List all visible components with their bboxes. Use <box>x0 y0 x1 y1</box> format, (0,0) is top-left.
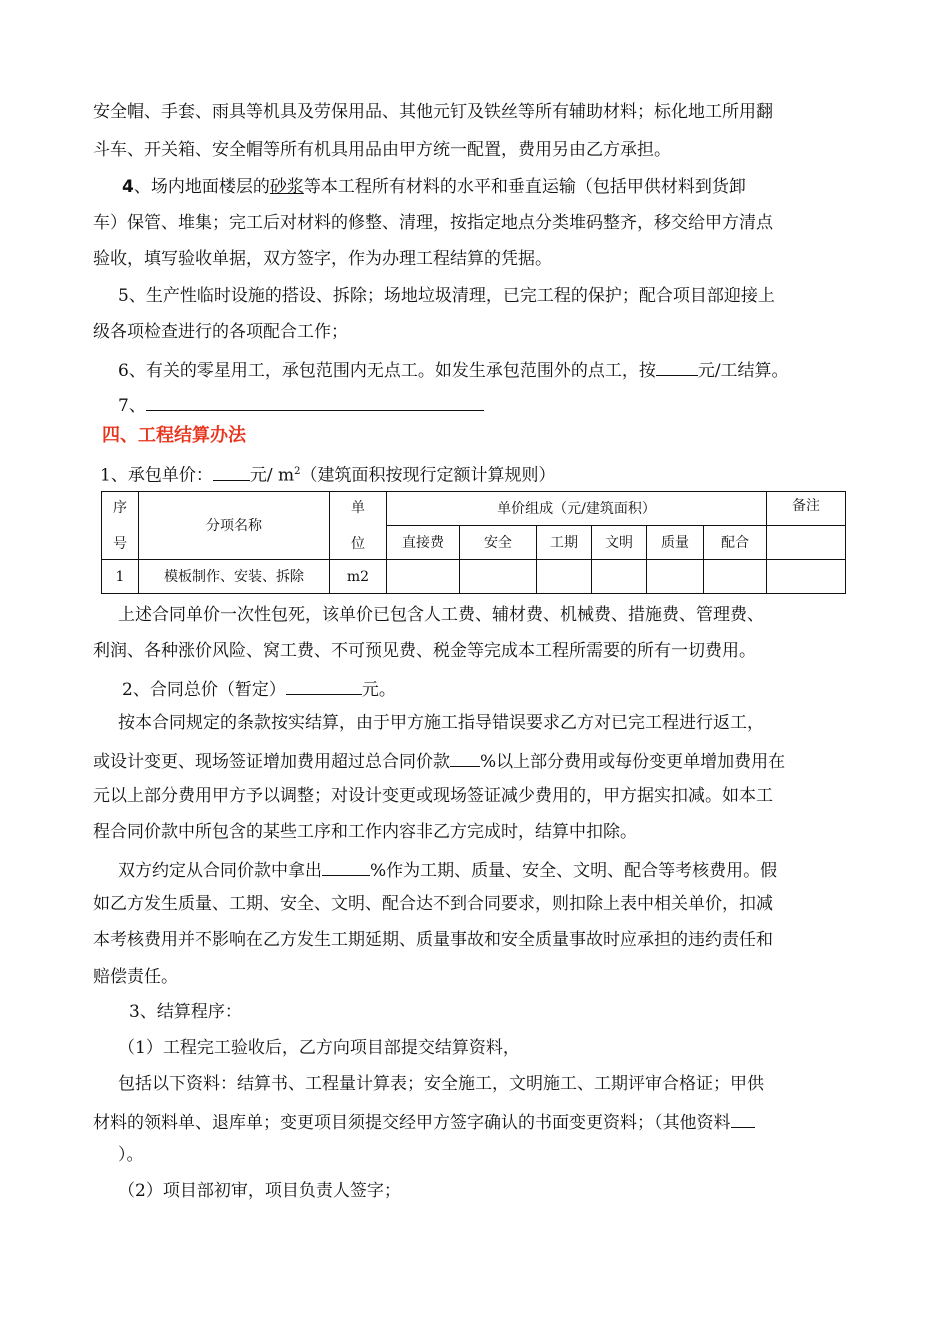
text-line: （1）工程完工验收后，乙方向项目部提交结算资料， <box>118 1038 520 1058</box>
section-heading: 四、工程结算办法 <box>102 425 246 446</box>
sub-header: 安全 <box>460 526 537 560</box>
text-line: 如乙方发生质量、工期、安全、文明、配合达不到合同要求，则扣除上表中相关单价，扣减 <box>93 894 773 914</box>
text-span: 2、合同总价（暂定） <box>122 680 286 700</box>
text-line <box>118 856 777 883</box>
row-unit: m2 <box>330 560 387 594</box>
text-line <box>122 175 746 199</box>
row-cell <box>647 560 704 594</box>
note-cell <box>767 526 846 560</box>
fill-blank <box>450 747 480 767</box>
text-line <box>93 747 785 774</box>
text-line: 赔偿责任。 <box>93 967 178 987</box>
underlined-text: 砂浆 <box>269 177 304 197</box>
text-span: %作为工期、质量、安全、文明、配合等考核费用。假 <box>370 861 778 881</box>
sub-header: 文明 <box>592 526 647 560</box>
text-line: 5、生产性临时设施的搭设、拆除；场地垃圾清理，已完工程的保护；配合项目部迎接上 <box>118 286 775 306</box>
row-cell <box>767 560 846 594</box>
fill-blank <box>731 1108 755 1128</box>
text-line: （2）项目部初审，项目负责人签字； <box>118 1181 401 1201</box>
fill-blank <box>146 391 484 411</box>
text-line: ）。 <box>118 1145 144 1165</box>
text-line: 包括以下资料：结算书、工程量计算表；安全施工，文明施工、工期评审合格证；甲供 <box>118 1074 764 1094</box>
text-line: 斗车、开关箱、安全帽等所有机具用品由甲方统一配置，费用另由乙方承担。 <box>93 140 671 160</box>
fill-blank <box>322 856 370 876</box>
text-span: 材料的领料单、退库单；变更项目须提交经甲方签字确认的书面变更资料；（其他资料 <box>93 1113 731 1133</box>
sub-header: 工期 <box>537 526 592 560</box>
text-line: 车）保管、堆集；完工后对材料的修整、清理，按指定地点分类堆码整齐，移交给甲方清点 <box>93 213 773 233</box>
text-line: 验收，填写验收单据，双方签字，作为办理工程结算的凭据。 <box>93 249 552 269</box>
superscript: 2 <box>294 466 301 477</box>
header-no <box>102 492 139 560</box>
row-cell <box>460 560 537 594</box>
item-number: 4 <box>122 177 134 197</box>
text-span: （建筑面积按现行定额计算规则） <box>300 465 556 486</box>
text-span: 元/ m <box>249 465 295 486</box>
row-cell <box>592 560 647 594</box>
text-line: 元以上部分费用甲方予以调整；对设计变更或现场签证减少费用的，甲方据实扣减。如本工 <box>93 786 773 806</box>
text-span: 等本工程所有材料的水平和垂直运输（包括甲供材料到货卸 <box>303 177 746 197</box>
text-line: 上述合同单价一次性包死，该单价已包含人工费、辅材费、机械费、措施费、管理费、 <box>118 605 764 625</box>
text-line: 3、结算程序： <box>129 1002 242 1022</box>
text-span: 元。 <box>361 680 396 700</box>
text-span: 双方约定从合同价款中拿出 <box>118 861 322 881</box>
header-cell: 位 <box>351 535 365 552</box>
row-cell <box>704 560 767 594</box>
text-span: %以上部分费用或每份变更单增加费用在 <box>480 752 786 772</box>
text-line: 本考核费用并不影响在乙方发生工期延期、质量事故和安全质量事故时应承担的违约责任和 <box>93 930 773 950</box>
text-line: 级各项检查进行的各项配合工作； <box>93 322 348 342</box>
sub-header: 质量 <box>647 526 704 560</box>
header-price: 单价组成（元/建筑面积） <box>387 492 767 526</box>
text-line: 按本合同规定的条款按实结算，由于甲方施工指导错误要求乙方对已完工程进行返工， <box>118 713 764 733</box>
fill-blank <box>286 675 362 695</box>
row-cell <box>537 560 592 594</box>
header-cell: 序 <box>113 499 127 516</box>
row-cell <box>387 560 460 594</box>
row-no: 1 <box>102 560 139 594</box>
text-line <box>93 1108 755 1135</box>
text-span: 、场内地面楼层的 <box>133 177 270 197</box>
text-line: 利润、各种涨价风险、窝工费、不可预见费、税金等完成本工程所需要的所有一切费用。 <box>93 641 756 661</box>
text-span: 6、有关的零星用工，承包范围内无点工。如发生承包范围外的点工，按 <box>118 361 656 381</box>
text-span: 或设计变更、现场签证增加费用超过总合同价款 <box>93 752 450 772</box>
header-cell: 号 <box>113 535 127 552</box>
sub-header: 直接费 <box>387 526 460 560</box>
text-line <box>118 391 484 418</box>
sub-header: 配合 <box>704 526 767 560</box>
text-span: 元/工结算。 <box>697 361 789 381</box>
text-line <box>100 460 555 488</box>
fill-blank <box>213 461 250 481</box>
text-line: 程合同价款中所包含的某些工序和工作内容非乙方完成时，结算中扣除。 <box>93 822 637 842</box>
fill-blank <box>656 356 698 376</box>
text-span: 1、承包单价： <box>100 465 213 486</box>
text-span: 7、 <box>118 396 146 416</box>
row-name: 模板制作、安装、拆除 <box>139 560 330 594</box>
header-note: 备注 <box>767 492 846 526</box>
text-line <box>122 675 396 702</box>
text-line <box>118 356 789 383</box>
text-line: 安全帽、手套、雨具等机具及劳保用品、其他元钉及铁丝等所有辅助材料；标化地工所用翻 <box>93 102 773 122</box>
header-cell: 单 <box>351 499 365 516</box>
price-table <box>101 491 846 594</box>
header-unit <box>330 492 387 560</box>
header-name: 分项名称 <box>139 492 330 560</box>
